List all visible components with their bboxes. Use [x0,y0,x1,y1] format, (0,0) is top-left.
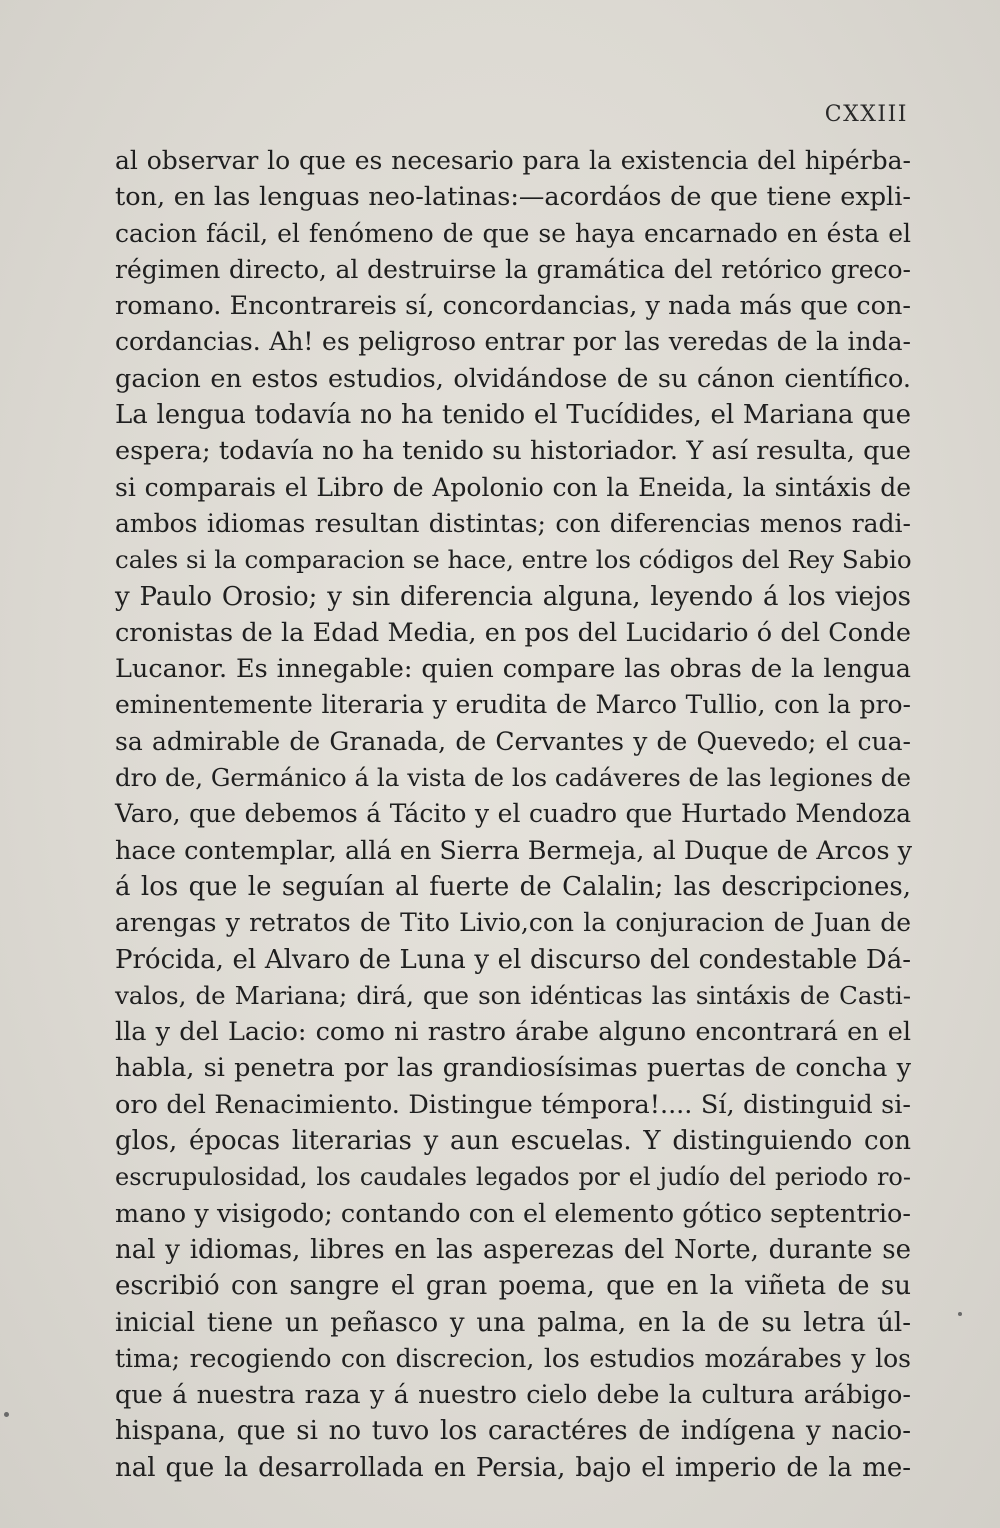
text-line: lla y del Lacio: como ni rastro árabe alguno encontrará en el [115,1017,911,1048]
text-line: escrupulosidad, los caudales legados por el judío del periodo ro- [115,1163,911,1192]
text-line: régimen directo, al destruirse la gramática del retórico greco- [115,254,911,284]
text-line: mano y visigodo; contando con el elemento gótico septentrio- [115,1198,911,1229]
text-line: inicial tiene un peñasco y una palma, en la de su letra úl- [115,1307,911,1338]
text-line: Prócida, el Alvaro de Luna y el discurso del condestable Dá- [115,944,911,975]
text-line: que á nuestra raza y á nuestro cielo debe la cultura arábigo- [115,1380,911,1411]
text-line: habla, si penetra por las grandiosísimas puertas de concha y [115,1053,911,1084]
text-line: al observar lo que es necesario para la existencia del hipérba- [115,146,911,175]
text-line: hispana, que si no tuvo los caractéres de indígena y nacio- [115,1416,911,1447]
text-line: arengas y retratos de Tito Livio,con la conjuracion de Juan de [115,908,911,938]
text-line: gacion en estos estudios, olvidándose de su cánon científico. [115,363,911,394]
text-line: oro del Renacimiento. Distingue témpora!.... Sí, distinguid si- [115,1089,911,1120]
text-line: tima; recogiendo con discrecion, los estudios mozárabes y los [115,1343,911,1373]
text-line: y Paulo Orosio; y sin diferencia alguna, leyendo á los viejos [115,581,911,612]
text-line: cronistas de la Edad Media, en pos del Lucidario ó del Conde [115,617,911,648]
text-line: nal que la desarrollada en Persia, bajo el imperio de la me- [115,1452,911,1483]
text-line: hace contemplar, allá en Sierra Bermeja, al Duque de Arcos y [115,835,913,866]
text-line: eminentemente literaria y erudita de Marco Tullio, con la pro- [115,690,911,720]
paper-speck [958,1312,962,1316]
text-line: cacion fácil, el fenómeno de que se haya encarnado en ésta el [115,218,911,248]
text-line: dro de, Germánico á la vista de los cadáveres de las legiones de [115,763,911,793]
text-line: si comparais el Libro de Apolonio con la Eneida, la sintáxis de [115,472,911,502]
page-folio-number: CXXIII [824,102,908,127]
text-line: romano. Encontrareis sí, concordancias, y nada más que con- [115,291,911,322]
text-line: espera; todavía no ha tenido su historiador. Y así resulta, que [115,436,911,467]
text-line: sa admirable de Granada, de Cervantes y de Quevedo; el cua- [115,726,911,756]
text-line: Varo, que debemos á Tácito y el cuadro que Hurtado Mendoza [115,799,911,829]
text-line: valos, de Mariana; dirá, que son idénticas las sintáxis de Casti- [115,980,911,1010]
text-line: cordancias. Ah! es peligroso entrar por las veredas de la inda- [115,327,911,357]
paper-speck [4,1412,9,1417]
text-line: escribió con sangre el gran poema, que en la viñeta de su [115,1271,911,1302]
text-line: La lengua todavía no ha tenido el Tucídides, el Mariana que [115,400,911,431]
text-line: cales si la comparacion se hace, entre los códigos del Rey Sabio [115,545,912,575]
text-line: ambos idiomas resultan distintas; con diferencias menos radi- [115,508,911,538]
text-line: á los que le seguían al fuerte de Calalin; las descripciones, [115,871,911,902]
body-text [115,143,911,1486]
text-line: Lucanor. Es innegable: quien compare las obras de la lengua [115,654,911,685]
text-line: glos, épocas literarias y aun escuelas. Y distinguiendo con [115,1126,911,1157]
text-line: nal y idiomas, libres en las asperezas del Norte, durante se [115,1234,911,1265]
text-line: ton, en las lenguas neo-latinas:—acordáos de que tiene expli- [115,182,911,213]
